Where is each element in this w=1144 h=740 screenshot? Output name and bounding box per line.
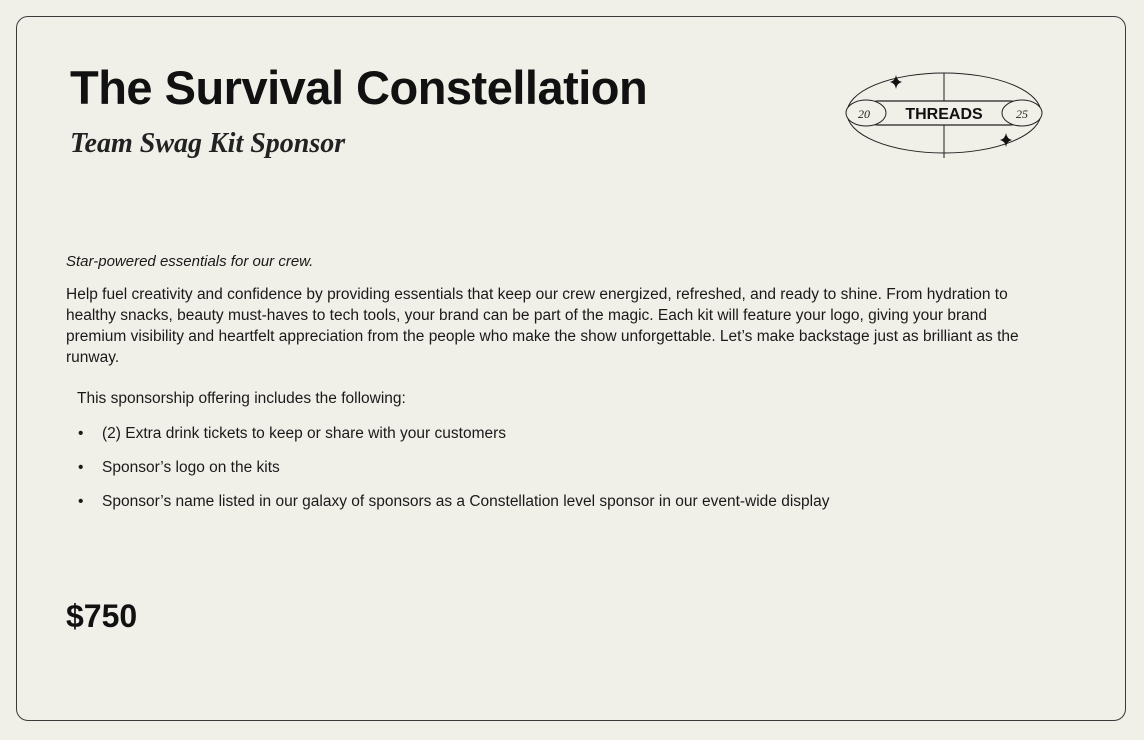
benefit-text: Sponsor’s logo on the kits [102,459,280,476]
sponsorship-price: $750 [66,598,138,634]
benefits-list [76,424,829,526]
logo-brand-text: THREADS [905,106,983,123]
bullet-icon: • [78,425,84,442]
logo-year-left: 20 [858,107,870,121]
benefit-item [76,424,829,458]
includes-heading: This sponsorship offering includes the following: [77,390,406,407]
benefit-item [76,492,829,526]
page-title: The Survival Constellation [70,61,648,114]
bullet-icon: • [78,493,84,510]
tagline: Star-powered essentials for our crew. [66,253,314,270]
threads-2025-logo [844,70,1044,162]
bullet-icon: • [78,459,84,476]
sponsorship-description: Help fuel creativity and confidence by providing essentials that keep our crew energized, refreshed, and ready to shine. From hydration to healthy snacks, beauty must-haves to tech tools, your brand can be part of the magic. Each kit will feature your logo, giving your brand premium visibility and heartfelt appreciation from the people who make the show unforgettable. Let’s make backstage just as brilliant as the runway. [66,286,1019,366]
benefit-item [76,458,829,492]
logo-year-right: 25 [1016,107,1028,121]
benefit-text: Sponsor’s name listed in our galaxy of sponsors as a Constellation level sponsor in our event-wide display [102,493,830,510]
sponsor-tier-subtitle: Team Swag Kit Sponsor [70,128,346,159]
benefit-text: (2) Extra drink tickets to keep or share with your customers [102,425,507,442]
